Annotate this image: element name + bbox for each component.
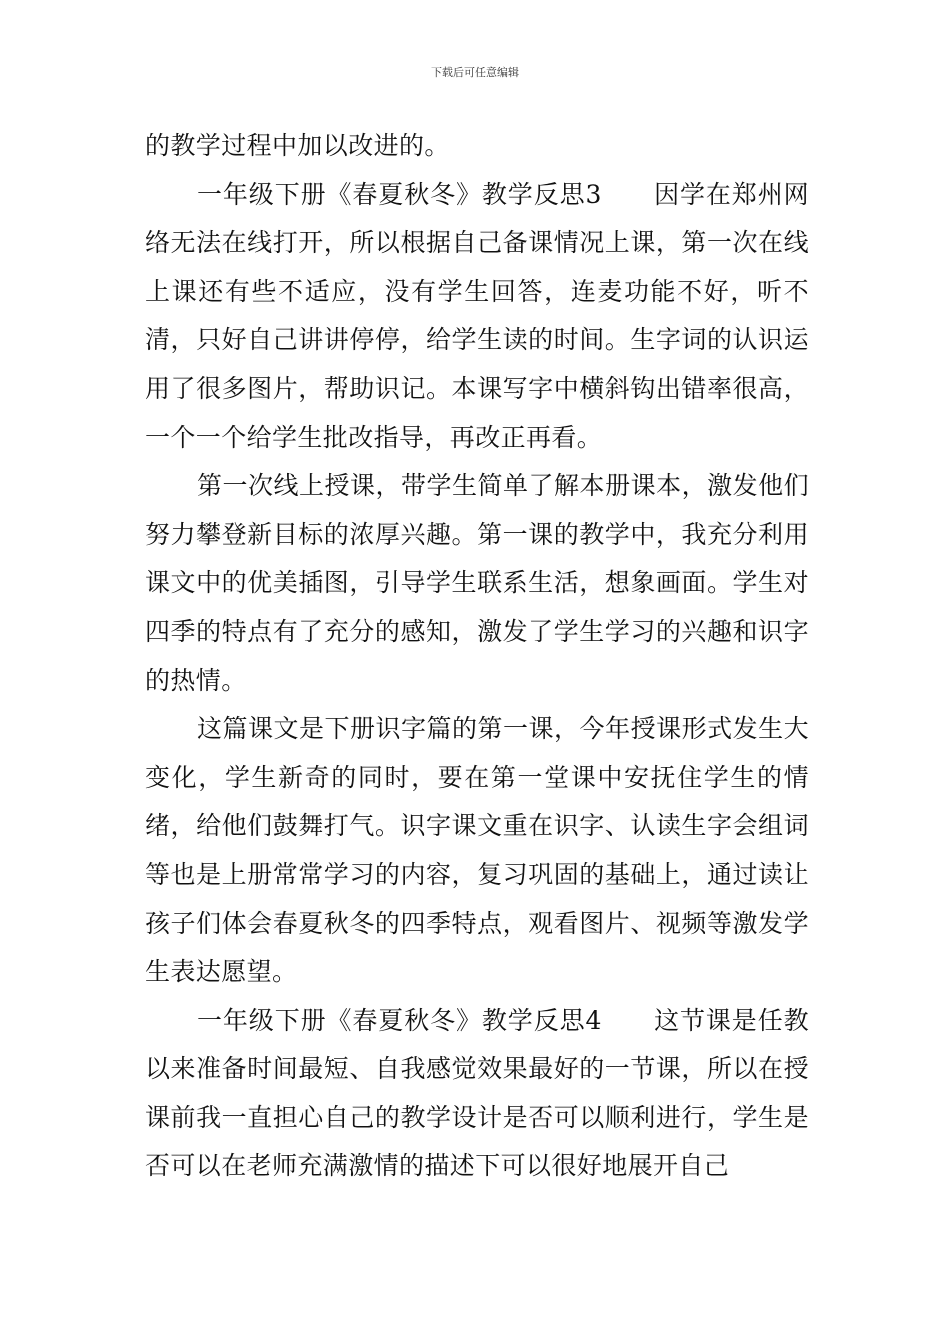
paragraph: 第一次线上授课，带学生简单了解本册课本，激发他们努力攀登新目标的浓厚兴趣。第一课的教学中，我充分利用课文中的优美插图，引导学生联系生活，想象画面。学生对四季的特点有了充分的感知，激发了学生学习的兴趣和识字的热情。 <box>145 471 809 695</box>
body-text <box>145 122 809 1191</box>
header-note: 下载后可任意编辑 <box>431 66 519 79</box>
paragraph: 一年级下册《春夏秋冬》教学反思4 这节课是任教以来准备时间最短、自我感觉效果最好的一节课，所以在授课前我一直担心自己的教学设计是否可以顺利进行，学生是否可以在老师充满激情的描述下可以很好地展开自己 <box>145 1005 809 1181</box>
paragraph: 一年级下册《春夏秋冬》教学反思3 因学在郑州网络无法在线打开，所以根据自己备课情况上课，第一次在线上课还有些不适应，没有学生回答，连麦功能不好，听不清，只好自己讲讲停停，给学生读的时间。生字词的认识运用了很多图片，帮助识记。本课写字中横斜钩出错率很高，一个一个给学生批改指导，再改正再看。 <box>145 179 809 452</box>
paragraph: 的教学过程中加以改进的。 <box>145 131 450 160</box>
paragraph: 这篇课文是下册识字篇的第一课，今年授课形式发生大变化，学生新奇的同时，要在第一堂课中安抚住学生的情绪，给他们鼓舞打气。识字课文重在识字、认读生字会组词等也是上册常常学习的内容，复习巩固的基础上，通过读让孩子们体会春夏秋冬的四季特点，观看图片、视频等激发学生表达愿望。 <box>145 714 809 987</box>
